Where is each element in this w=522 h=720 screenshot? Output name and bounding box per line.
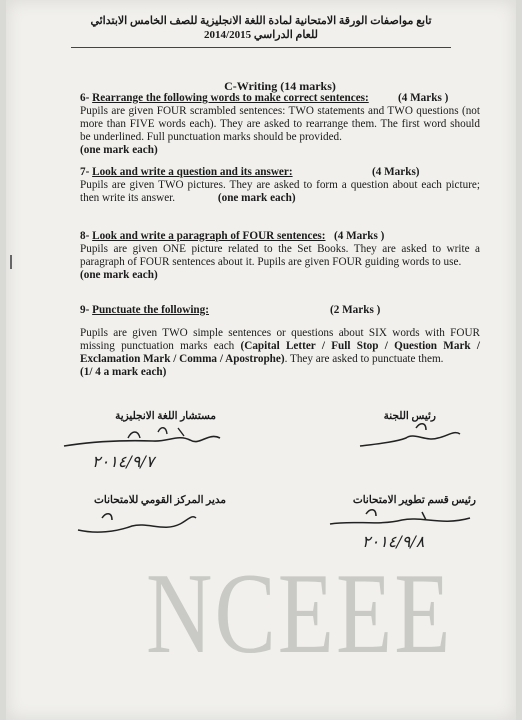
question-6-heading: [80, 92, 480, 105]
document-header: [6, 14, 516, 48]
center-director-handwritten-signature: [72, 508, 202, 544]
question-9-title: Punctuate the following:: [92, 304, 209, 316]
question-8-note: (one mark each): [80, 269, 158, 281]
question-7-title: Look and write a question and its answer:: [92, 166, 293, 178]
center-director-title: مدير المركز القومي للامتحانات: [94, 495, 226, 506]
question-7-text: [80, 179, 480, 205]
question-7-heading: [80, 166, 480, 179]
question-7-marks: (4 Marks): [372, 166, 420, 178]
question-8: [80, 230, 480, 282]
question-9-punctuation-list: (Capital Letter / Full Stop / Question Mark / Exclamation Mark / Comma / Apostrophe): [80, 340, 481, 365]
header-divider: [71, 47, 451, 48]
margin-mark: [10, 255, 12, 269]
question-8-title: Look and write a paragraph of FOUR sentences:: [92, 230, 326, 242]
question-6-note: (one mark each): [80, 144, 158, 156]
question-6-marks: (4 Marks ): [398, 92, 449, 104]
document-page: [6, 0, 516, 720]
question-6-number: 6-: [80, 92, 90, 104]
question-9: [80, 304, 480, 379]
english-advisor-signature: [66, 410, 216, 422]
question-7-number: 7-: [80, 166, 90, 178]
exam-dev-head-signature: [316, 494, 476, 506]
question-9-note: (1/ 4 a mark each): [80, 366, 167, 378]
ncee-watermark: NCEEE: [146, 549, 453, 677]
question-7: [80, 166, 480, 205]
english-advisor-date: ٢٠١٤/٩/٧: [92, 452, 155, 471]
question-9-text: [80, 327, 480, 366]
question-6-text: Pupils are given FOUR scrambled sentences: TWO statements and TWO questions (not more than FIVE words each). They are asked to rearrange them. The first word should be underlined. Full punctuation marks should be provided.: [80, 105, 480, 143]
center-director-signature: [66, 494, 226, 506]
question-8-number: 8-: [80, 230, 90, 242]
question-8-heading: [80, 230, 480, 243]
committee-head-handwritten-signature: [356, 420, 466, 456]
question-8-text: Pupils are given ONE picture related to the Set Books. They are asked to write a paragraph of FOUR sentences about it. Pupils are given FOUR guiding words to use.: [80, 243, 480, 268]
header-year: للعام الدراسي 2014/2015: [204, 29, 318, 41]
question-6-title: Rearrange the following words to make correct sentences:: [92, 92, 369, 104]
question-7-note: (one mark each): [217, 192, 296, 204]
question-9-marks: (2 Marks ): [330, 304, 381, 316]
question-9-heading: [80, 304, 480, 317]
committee-head-title: رئيس اللجنة: [383, 411, 436, 422]
question-9-instruction: . They are asked to punctuate them.: [284, 353, 444, 365]
writing-section-title: C-Writing (14 marks): [224, 79, 336, 93]
header-title: تابع مواصفات الورقة الامتحانية لمادة اللغة الانجليزية للصف الخامس الابتدائي: [90, 15, 432, 27]
english-advisor-title: مستشار اللغة الانجليزية: [115, 411, 216, 422]
question-8-marks: (4 Marks ): [334, 230, 385, 242]
question-9-number: 9-: [80, 304, 90, 316]
exam-dev-head-title: رئيس قسم تطوير الامتحانات: [352, 495, 476, 506]
question-9-body: Pupils are given TWO simple sentences or questions about SIX words with FOUR missing punctuation marks each: [80, 327, 480, 352]
question-6: [80, 92, 480, 157]
exam-dev-head-date: ٢٠١٤/٩/٨: [362, 532, 425, 551]
question-7-body: Pupils are given TWO pictures. They are asked to form a question about each picture; then write its answer.: [80, 179, 480, 204]
